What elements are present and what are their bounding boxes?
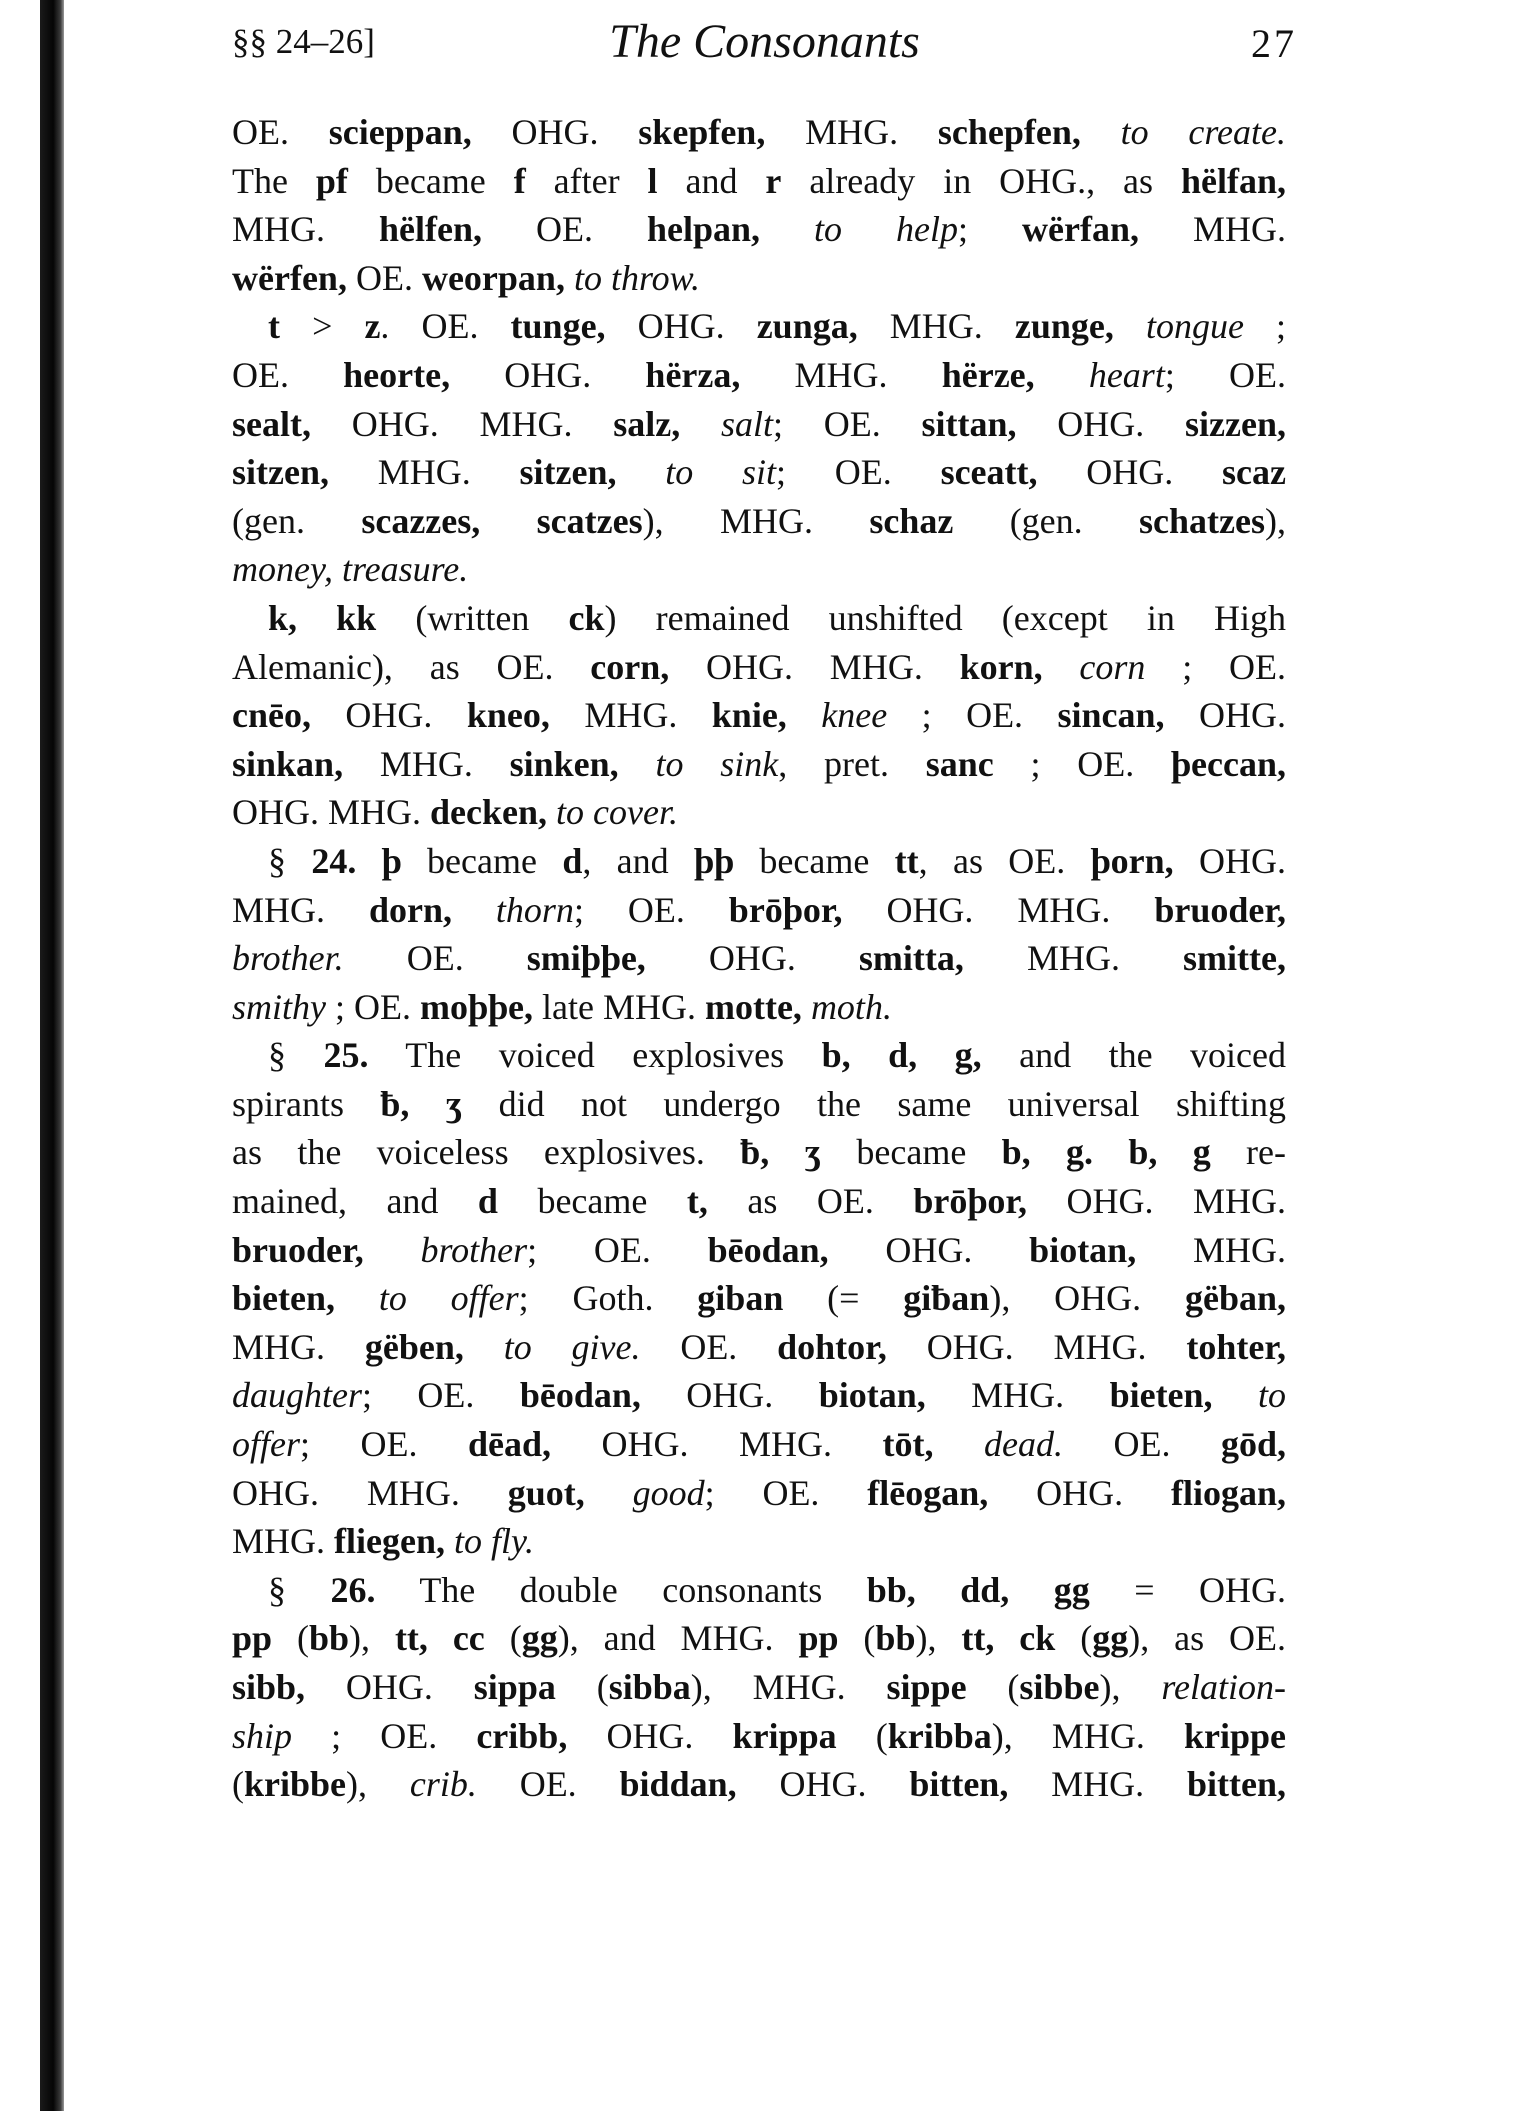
text-line	[232, 108, 1286, 157]
term-bold: guot,	[507, 1472, 633, 1513]
text-line	[232, 983, 1286, 1032]
text-segment: ; OE.	[1164, 354, 1286, 395]
term-bold: l	[647, 160, 658, 201]
term-bold: weorpan,	[421, 257, 574, 298]
text-segment: MHG.	[1051, 1764, 1187, 1805]
term-bold: bieten,	[232, 1278, 379, 1319]
gloss-italic: corn	[1079, 646, 1146, 687]
text-segment: became	[347, 160, 514, 201]
text-segment: OHG.	[1199, 840, 1286, 881]
text-segment: ; OE.	[993, 743, 1172, 784]
text-segment: OHG.	[345, 695, 467, 736]
text-line	[232, 545, 1286, 594]
text-line	[232, 594, 1286, 643]
term-bold: hëlfan,	[1180, 160, 1286, 201]
text-segment: OHG.	[345, 1667, 474, 1707]
text-line	[232, 448, 1286, 497]
text-segment: OE.	[476, 1764, 620, 1805]
book-binding-shadow	[40, 0, 64, 2111]
term-bold: k, kk	[268, 597, 377, 638]
term-bold: sibba	[608, 1667, 691, 1707]
text-segment: OE.	[640, 1326, 778, 1367]
gloss-italic: tongue	[1145, 306, 1244, 347]
term-bold: sincan,	[1057, 695, 1199, 736]
term-bold: schatzes	[1139, 500, 1265, 541]
text-segment: MHG.	[971, 1375, 1110, 1416]
term-bold: dēad,	[467, 1424, 602, 1465]
text-line	[232, 788, 1286, 837]
text-line	[232, 1712, 1286, 1761]
text-segment: ; Goth.	[518, 1278, 698, 1319]
text-segment: ;	[958, 209, 1022, 250]
gloss-italic: good	[632, 1472, 705, 1513]
text-line	[232, 1469, 1286, 1518]
text-segment: OE.	[232, 354, 344, 395]
text-segment: mained, and	[232, 1181, 478, 1222]
text-segment: OHG. MHG.	[706, 646, 960, 687]
text-segment: MHG.	[232, 889, 369, 930]
text-segment: ), OHG.	[989, 1278, 1185, 1319]
term-bold: sitzen,	[232, 452, 378, 493]
term-bold: sippa	[473, 1667, 556, 1707]
text-segment: OHG.	[606, 1715, 733, 1756]
term-bold: fliogan,	[1171, 1472, 1287, 1513]
text-segment: OHG. MHG.	[926, 1326, 1187, 1367]
text-segment: OHG.	[1036, 1472, 1171, 1513]
gloss-italic: brother.	[232, 938, 344, 979]
text-segment: MHG.	[794, 354, 942, 395]
text-segment: OHG.	[1057, 403, 1186, 444]
term-bold: giƀan	[903, 1278, 990, 1319]
term-bold: b, g.	[1001, 1132, 1094, 1173]
term-bold: tt	[894, 840, 919, 881]
text-segment: ; OE.	[573, 889, 729, 930]
term-bold: ck	[568, 597, 605, 638]
text-segment: §	[268, 1569, 331, 1610]
term-bold: moþþe,	[420, 986, 543, 1027]
text-segment: OE.	[355, 257, 422, 298]
term-bold: giban	[697, 1278, 784, 1319]
term-bold: pf	[315, 160, 348, 201]
text-segment: ; OE.	[773, 403, 922, 444]
text-segment: and the voiced	[981, 1035, 1287, 1076]
text-segment: and	[657, 160, 766, 201]
term-bold: sizzen,	[1185, 403, 1286, 444]
text-line	[232, 1566, 1286, 1615]
gloss-italic: knee	[821, 695, 888, 736]
text-segment: OHG.	[1086, 452, 1223, 493]
term-bold: tunge,	[510, 306, 638, 347]
term-bold: ƀ, ʒ	[380, 1083, 463, 1124]
term-bold: hërza,	[645, 354, 795, 395]
text-segment: did not undergo the same universal shifting	[462, 1083, 1286, 1124]
term-bold: tt, ck	[961, 1618, 1056, 1659]
term-bold: wërfen,	[232, 257, 356, 298]
term-bold: corn,	[590, 646, 707, 687]
term-bold: zunga,	[756, 306, 890, 347]
text-segment: OHG.	[686, 1375, 819, 1416]
text-line	[232, 740, 1286, 789]
term-bold: 24. þ	[311, 840, 402, 881]
term-bold: sanc	[925, 743, 994, 784]
text-segment: = OHG.	[1089, 1569, 1287, 1610]
term-bold: scieppan,	[328, 112, 512, 152]
gloss-italic: to sink	[655, 743, 779, 784]
text-segment: ; OE.	[362, 1375, 520, 1416]
text-segment: OE.	[343, 938, 527, 979]
text-segment: ),	[349, 1618, 395, 1659]
text-line	[232, 1274, 1286, 1323]
term-bold: krippe	[1183, 1715, 1286, 1756]
gloss-italic: to help	[814, 209, 958, 250]
text-segment: §	[268, 1035, 324, 1076]
term-bold: þeccan,	[1171, 743, 1287, 784]
term-bold: bb, dd, gg	[866, 1569, 1090, 1610]
text-segment: (written	[376, 597, 569, 638]
term-bold: cnēo,	[232, 695, 346, 736]
gloss-italic: brother	[420, 1229, 528, 1270]
text-segment: >	[280, 306, 365, 347]
text-segment: (	[836, 1715, 888, 1756]
term-bold: sibbe	[1019, 1667, 1100, 1707]
term-bold: hërze,	[941, 354, 1089, 395]
term-bold: smitta,	[858, 938, 1027, 979]
gloss-italic: heart	[1088, 354, 1165, 395]
gloss-italic: to throw.	[573, 257, 700, 298]
text-line	[232, 934, 1286, 983]
running-header	[232, 14, 1297, 78]
text-segment: re-	[1210, 1132, 1286, 1173]
text-line	[232, 1420, 1286, 1469]
text-segment: as the voiceless explosives.	[232, 1132, 741, 1173]
text-segment: OE.	[535, 209, 647, 250]
term-bold: flēogan,	[867, 1472, 1037, 1513]
text-segment: The	[232, 160, 316, 201]
gloss-italic: to	[1257, 1375, 1286, 1416]
term-bold: brōþor,	[728, 889, 887, 930]
term-bold: bb	[875, 1618, 916, 1659]
gloss-italic: ship	[232, 1715, 293, 1756]
term-bold: sealt,	[232, 403, 352, 444]
text-line	[232, 1371, 1286, 1420]
term-bold: schaz	[869, 500, 954, 541]
text-segment: MHG.	[1192, 209, 1286, 250]
gloss-italic: offer	[232, 1424, 300, 1465]
term-bold: ƀ, ʒ	[740, 1132, 822, 1173]
text-segment: , as OE.	[918, 840, 1091, 881]
text-segment: ; OE.	[887, 695, 1058, 736]
body-text	[232, 108, 1286, 1809]
term-bold: scaz	[1222, 452, 1286, 493]
term-bold: cribb,	[476, 1715, 607, 1756]
text-segment: (	[1055, 1618, 1093, 1659]
term-bold: smiþþe,	[526, 938, 709, 979]
term-bold: d	[477, 1181, 498, 1222]
text-line	[232, 1031, 1286, 1080]
term-bold: r	[765, 160, 782, 201]
gloss-italic: relation-	[1161, 1667, 1286, 1707]
text-segment: became	[821, 1132, 1002, 1173]
text-segment: The double consonants	[375, 1569, 867, 1610]
text-segment: after	[525, 160, 648, 201]
text-line	[232, 691, 1286, 740]
term-bold: sippe	[886, 1667, 967, 1707]
term-bold: 25.	[323, 1035, 369, 1076]
gloss-italic: moth.	[810, 986, 892, 1027]
text-segment: late MHG.	[542, 986, 705, 1027]
term-bold: krippa	[732, 1715, 837, 1756]
term-bold: dohtor,	[777, 1326, 927, 1367]
text-line	[232, 837, 1286, 886]
term-bold: sittan,	[921, 403, 1058, 444]
term-bold: skepfen,	[638, 112, 806, 152]
term-bold: þþ	[694, 840, 735, 881]
text-segment: OHG.	[708, 938, 859, 979]
text-segment: MHG.	[889, 306, 1015, 347]
text-segment: became	[734, 840, 895, 881]
term-bold: tt, cc	[394, 1618, 485, 1659]
text-segment: ),	[346, 1764, 410, 1805]
text-segment: OHG. MHG.	[1066, 1181, 1286, 1222]
text-segment: ; OE.	[1145, 646, 1286, 687]
text-line	[232, 1226, 1286, 1275]
term-bold: motte,	[704, 986, 811, 1027]
text-line	[232, 302, 1286, 351]
text-line	[232, 497, 1286, 546]
text-segment: OHG. MHG.	[351, 403, 614, 444]
text-segment: ),	[1265, 500, 1286, 541]
text-line	[232, 351, 1286, 400]
text-segment: , pret.	[778, 743, 926, 784]
term-bold: bruoder,	[232, 1229, 421, 1270]
gloss-italic: to offer	[378, 1278, 519, 1319]
term-bold: wërfan,	[1022, 209, 1193, 250]
term-bold: bitten,	[909, 1764, 1052, 1805]
gloss-italic: dead.	[984, 1424, 1063, 1465]
text-segment	[1093, 1132, 1128, 1172]
text-segment: MHG.	[805, 112, 938, 152]
text-line	[232, 1177, 1286, 1226]
gloss-italic: to sit	[665, 452, 777, 493]
text-segment: OE.	[232, 112, 329, 152]
text-segment: OHG.	[885, 1229, 1030, 1270]
gloss-italic: crib.	[409, 1764, 477, 1805]
term-bold: sceatt,	[940, 452, 1087, 493]
term-bold: knie,	[711, 695, 822, 736]
text-segment: Alemanic), as OE.	[232, 646, 591, 687]
term-bold: fliegen,	[334, 1521, 454, 1562]
term-bold: gg	[521, 1618, 558, 1659]
text-segment: The voiced explosives	[368, 1035, 822, 1076]
text-segment: OHG. MHG.	[886, 889, 1155, 930]
gloss-italic: to give.	[503, 1326, 641, 1367]
text-segment: (	[272, 1618, 309, 1659]
gloss-italic: daughter	[232, 1375, 362, 1416]
text-line	[232, 1128, 1286, 1177]
text-segment: , and	[582, 840, 694, 881]
term-bold: helpan,	[646, 209, 815, 250]
text-segment: spirants	[232, 1083, 381, 1124]
text-line	[232, 643, 1286, 692]
text-segment: OHG. MHG.	[232, 792, 430, 833]
text-segment: ), MHG.	[690, 1667, 887, 1707]
text-segment: OHG.	[504, 354, 646, 395]
text-segment: ; OE.	[292, 1715, 477, 1756]
term-bold: kribba	[887, 1715, 992, 1756]
term-bold: sibb,	[232, 1667, 346, 1707]
term-bold: scazzes, scatzes	[361, 500, 643, 541]
term-bold: sitzen,	[519, 452, 666, 493]
term-bold: dorn,	[368, 889, 496, 930]
text-line	[232, 1760, 1286, 1809]
text-segment: MHG.	[232, 209, 379, 250]
term-bold: biotan,	[818, 1375, 972, 1416]
text-segment: MHG.	[379, 743, 510, 784]
term-bold: korn,	[959, 646, 1080, 687]
text-segment: ; OE.	[326, 986, 420, 1027]
text-segment: already in OHG., as	[781, 160, 1181, 201]
term-bold: salz,	[613, 403, 721, 444]
text-segment: (	[555, 1667, 609, 1707]
text-segment: ),	[915, 1618, 962, 1659]
text-segment: ), MHG.	[642, 500, 870, 541]
term-bold: decken,	[430, 792, 556, 833]
term-bold: biddan,	[619, 1764, 780, 1805]
text-line	[232, 1663, 1286, 1712]
term-bold: þorn,	[1090, 840, 1199, 881]
term-bold: t	[268, 306, 280, 347]
text-segment: (gen.	[953, 500, 1140, 541]
term-bold: bitten,	[1187, 1764, 1286, 1805]
text-line	[232, 1614, 1286, 1663]
text-segment: . OE.	[380, 306, 511, 347]
term-bold: f	[513, 160, 526, 201]
term-bold: bēodan,	[519, 1375, 687, 1416]
term-bold: biotan,	[1029, 1229, 1193, 1270]
text-segment: OE.	[1062, 1424, 1221, 1465]
text-segment: OHG.	[511, 112, 639, 152]
text-line	[232, 205, 1286, 254]
term-bold: d	[562, 840, 583, 881]
term-bold: hëlfen,	[379, 209, 536, 250]
text-segment: OHG. MHG.	[601, 1424, 883, 1465]
text-line	[232, 254, 1286, 303]
text-line	[232, 1323, 1286, 1372]
gloss-italic: to create.	[1120, 112, 1286, 152]
gloss-italic: smithy	[232, 986, 326, 1027]
term-bold: bieten,	[1109, 1375, 1258, 1416]
text-line	[232, 1517, 1286, 1566]
text-segment: ; OE.	[527, 1229, 708, 1270]
text-segment: (	[232, 1764, 244, 1805]
term-bold: sinkan,	[232, 743, 380, 784]
term-bold: z	[364, 306, 381, 347]
text-line	[232, 157, 1286, 206]
text-segment: (	[838, 1618, 876, 1659]
text-line	[232, 886, 1286, 935]
text-segment: OHG.	[779, 1764, 910, 1805]
text-segment: ) remained unshifted (except in High	[604, 597, 1286, 638]
term-bold: zunge,	[1014, 306, 1146, 347]
text-segment: MHG.	[584, 695, 712, 736]
text-segment: ; OE.	[300, 1424, 468, 1465]
text-segment: ; OE.	[704, 1472, 868, 1513]
term-bold: 26.	[330, 1569, 376, 1610]
text-segment: ), as OE.	[1128, 1618, 1287, 1659]
gloss-italic: to cover.	[556, 792, 678, 833]
page-title: The Consonants	[609, 15, 920, 68]
text-segment: ; OE.	[776, 452, 941, 493]
term-bold: bruoder,	[1154, 889, 1287, 930]
term-bold: gg	[1092, 1618, 1129, 1659]
term-bold: kneo,	[466, 695, 585, 736]
term-bold: kribbe	[244, 1764, 347, 1805]
term-bold: heorte,	[343, 354, 505, 395]
term-bold: pp	[232, 1618, 273, 1659]
term-bold: pp	[798, 1618, 839, 1659]
term-bold: t,	[686, 1181, 708, 1222]
term-bold: b, d, g,	[821, 1035, 982, 1076]
text-segment: MHG.	[1026, 938, 1183, 979]
text-segment: MHG.	[1192, 1229, 1286, 1270]
text-segment: OHG.	[1198, 695, 1286, 736]
gloss-italic: money, treasure.	[232, 549, 469, 590]
term-bold: bb	[308, 1618, 350, 1659]
term-bold: gëban,	[1184, 1278, 1286, 1319]
text-segment: (	[966, 1667, 1020, 1707]
text-segment: ),	[1099, 1667, 1162, 1707]
gloss-italic: salt	[721, 403, 774, 444]
gloss-italic: to fly.	[454, 1521, 534, 1562]
text-segment: as OE.	[707, 1181, 914, 1222]
text-segment: §	[268, 840, 312, 881]
term-bold: tōt,	[882, 1424, 984, 1465]
text-segment: OHG.	[637, 306, 757, 347]
section-range: §§ 24–26]	[232, 22, 375, 61]
term-bold: b, g	[1128, 1132, 1211, 1173]
term-bold: smitte,	[1183, 938, 1286, 979]
term-bold: tohter,	[1186, 1326, 1287, 1367]
term-bold: schepfen,	[937, 112, 1121, 152]
text-segment: (gen.	[232, 500, 362, 541]
term-bold: brōþor,	[913, 1181, 1067, 1222]
text-segment: (	[484, 1618, 522, 1659]
text-segment: MHG.	[232, 1326, 365, 1367]
term-bold: bēodan,	[707, 1229, 886, 1270]
text-segment: ), MHG.	[991, 1715, 1184, 1756]
text-segment: MHG.	[232, 1521, 335, 1562]
text-segment: became	[401, 840, 563, 881]
term-bold: sinken,	[509, 743, 656, 784]
gloss-italic: thorn	[495, 889, 574, 930]
text-line	[232, 1080, 1286, 1129]
page-number: 27	[1251, 21, 1297, 66]
text-segment: (=	[783, 1278, 904, 1319]
text-segment: MHG.	[377, 452, 520, 493]
term-bold: gōd,	[1220, 1424, 1286, 1465]
text-line	[232, 400, 1286, 449]
text-segment: ), and MHG.	[557, 1618, 799, 1659]
term-bold: gëben,	[364, 1326, 504, 1367]
text-segment: became	[497, 1181, 687, 1222]
text-segment: ;	[1243, 306, 1286, 347]
text-segment: OHG. MHG.	[232, 1472, 508, 1513]
